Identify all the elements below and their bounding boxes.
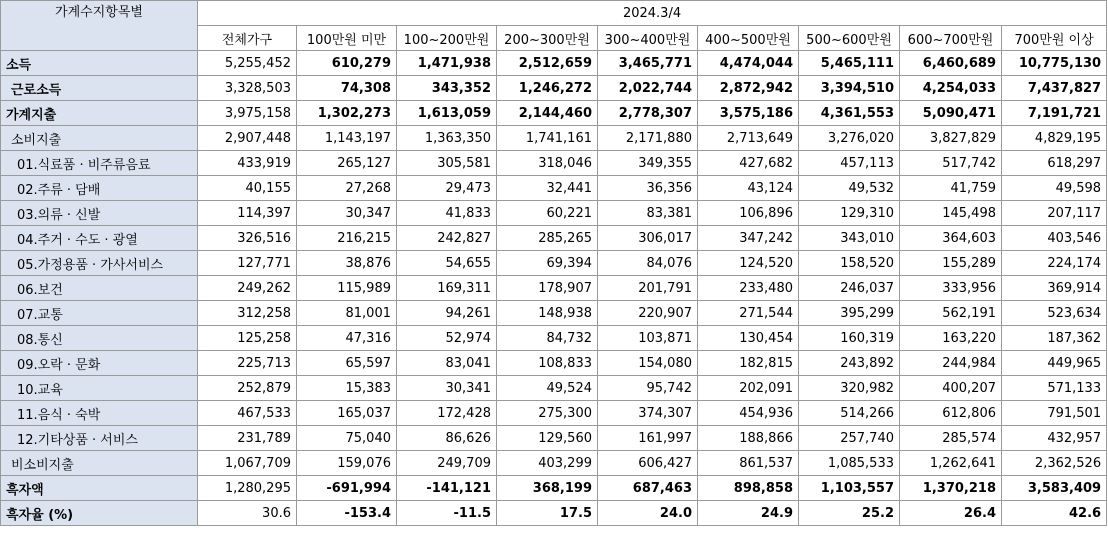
table-cell: 95,742 xyxy=(598,376,698,401)
table-cell: 242,827 xyxy=(397,226,497,251)
table-cell: 403,546 xyxy=(1002,226,1107,251)
table-cell: 115,989 xyxy=(297,276,397,301)
table-cell: 165,037 xyxy=(297,401,397,426)
table-cell: 2,778,307 xyxy=(598,101,698,126)
table-cell: 54,655 xyxy=(397,251,497,276)
table-cell: 898,858 xyxy=(698,476,799,501)
table-cell: 349,355 xyxy=(598,151,698,176)
table-row xyxy=(1,301,1107,326)
column-header: 600~700만원 xyxy=(900,26,1002,51)
table-cell: 333,956 xyxy=(900,276,1002,301)
table-cell: 610,279 xyxy=(297,51,397,76)
table-cell: 257,740 xyxy=(799,426,900,451)
table-cell: 433,919 xyxy=(198,151,297,176)
table-cell: 2,512,659 xyxy=(497,51,598,76)
table-row xyxy=(1,401,1107,426)
table-cell: 5,255,452 xyxy=(198,51,297,76)
table-cell: 225,713 xyxy=(198,351,297,376)
table-cell: 861,537 xyxy=(698,451,799,476)
table-cell: 124,520 xyxy=(698,251,799,276)
table-cell: 374,307 xyxy=(598,401,698,426)
table-cell: 40,155 xyxy=(198,176,297,201)
row-label: 흑자액 xyxy=(1,476,198,501)
table-cell: 687,463 xyxy=(598,476,698,501)
table-cell: 202,091 xyxy=(698,376,799,401)
table-cell: 169,311 xyxy=(397,276,497,301)
table-cell: 69,394 xyxy=(497,251,598,276)
table-cell: 30,347 xyxy=(297,201,397,226)
row-label: 07.교통 xyxy=(1,301,198,326)
table-cell: 517,742 xyxy=(900,151,1002,176)
table-cell: 7,191,721 xyxy=(1002,101,1107,126)
table-cell: 7,437,827 xyxy=(1002,76,1107,101)
table-cell: 201,791 xyxy=(598,276,698,301)
table-cell: 81,001 xyxy=(297,301,397,326)
table-cell: 65,597 xyxy=(297,351,397,376)
table-cell: 86,626 xyxy=(397,426,497,451)
table-cell: 2,144,460 xyxy=(497,101,598,126)
row-label: 08.통신 xyxy=(1,326,198,351)
table-cell: 1,103,557 xyxy=(799,476,900,501)
column-header: 100~200만원 xyxy=(397,26,497,51)
table-cell: 4,474,044 xyxy=(698,51,799,76)
table-cell: 400,207 xyxy=(900,376,1002,401)
table-cell: 145,498 xyxy=(900,201,1002,226)
table-cell: 3,975,158 xyxy=(198,101,297,126)
table-cell: 130,454 xyxy=(698,326,799,351)
table-cell: 285,265 xyxy=(497,226,598,251)
table-cell: 3,583,409 xyxy=(1002,476,1107,501)
row-label: 05.가정용품 · 가사서비스 xyxy=(1,251,198,276)
table-row xyxy=(1,451,1107,476)
table-cell: 364,603 xyxy=(900,226,1002,251)
table-cell: -141,121 xyxy=(397,476,497,501)
table-cell: 347,242 xyxy=(698,226,799,251)
table-cell: -153.4 xyxy=(297,501,397,526)
table-cell: 1,302,273 xyxy=(297,101,397,126)
table-cell: 84,076 xyxy=(598,251,698,276)
table-cell: 318,046 xyxy=(497,151,598,176)
table-cell: 343,010 xyxy=(799,226,900,251)
table-cell: 1,262,641 xyxy=(900,451,1002,476)
table-cell: 207,117 xyxy=(1002,201,1107,226)
table-cell: 457,113 xyxy=(799,151,900,176)
table-cell: 74,308 xyxy=(297,76,397,101)
table-cell: 159,076 xyxy=(297,451,397,476)
table-row xyxy=(1,501,1107,526)
table-cell: 129,560 xyxy=(497,426,598,451)
table-row xyxy=(1,76,1107,101)
table-cell: 161,997 xyxy=(598,426,698,451)
table-cell: 791,501 xyxy=(1002,401,1107,426)
table-cell: 27,268 xyxy=(297,176,397,201)
table-cell: 1,370,218 xyxy=(900,476,1002,501)
table-cell: 326,516 xyxy=(198,226,297,251)
table-cell: 24.0 xyxy=(598,501,698,526)
table-cell: 106,896 xyxy=(698,201,799,226)
table-cell: 432,957 xyxy=(1002,426,1107,451)
table-cell: 1,471,938 xyxy=(397,51,497,76)
table-cell: 233,480 xyxy=(698,276,799,301)
table-row xyxy=(1,126,1107,151)
table-cell: 271,544 xyxy=(698,301,799,326)
row-label: 06.보건 xyxy=(1,276,198,301)
table-row xyxy=(1,276,1107,301)
table-cell: 523,634 xyxy=(1002,301,1107,326)
table-cell: 29,473 xyxy=(397,176,497,201)
table-cell: 312,258 xyxy=(198,301,297,326)
table-cell: 43,124 xyxy=(698,176,799,201)
table-cell: 17.5 xyxy=(497,501,598,526)
corner-header: 가계수지항목별 xyxy=(1,1,198,51)
table-cell: 1,085,533 xyxy=(799,451,900,476)
table-cell: 182,815 xyxy=(698,351,799,376)
table-cell: 3,328,503 xyxy=(198,76,297,101)
table-cell: 25.2 xyxy=(799,501,900,526)
table-cell: 606,427 xyxy=(598,451,698,476)
column-header: 200~300만원 xyxy=(497,26,598,51)
row-label: 가계지출 xyxy=(1,101,198,126)
table-cell: 2,022,744 xyxy=(598,76,698,101)
header-row-period xyxy=(1,1,1107,26)
row-label: 04.주거 · 수도 · 광열 xyxy=(1,226,198,251)
table-cell: 1,613,059 xyxy=(397,101,497,126)
table-row xyxy=(1,376,1107,401)
table-cell: 1,741,161 xyxy=(497,126,598,151)
table-cell: 562,191 xyxy=(900,301,1002,326)
table-cell: 148,938 xyxy=(497,301,598,326)
table-cell: -11.5 xyxy=(397,501,497,526)
row-label: 02.주류 · 담배 xyxy=(1,176,198,201)
table-cell: 49,598 xyxy=(1002,176,1107,201)
table-row xyxy=(1,326,1107,351)
row-label: 근로소득 xyxy=(1,76,198,101)
table-cell: 231,789 xyxy=(198,426,297,451)
table-cell: 3,465,771 xyxy=(598,51,698,76)
table-cell: 244,984 xyxy=(900,351,1002,376)
table-cell: 84,732 xyxy=(497,326,598,351)
table-cell: 60,221 xyxy=(497,201,598,226)
table-cell: 188,866 xyxy=(698,426,799,451)
table-row xyxy=(1,351,1107,376)
table-cell: 114,397 xyxy=(198,201,297,226)
table-cell: 75,040 xyxy=(297,426,397,451)
row-label: 01.식료품 · 비주류음료 xyxy=(1,151,198,176)
table-cell: 249,262 xyxy=(198,276,297,301)
period-header: 2024.3/4 xyxy=(198,1,1107,26)
table-cell: 220,907 xyxy=(598,301,698,326)
table-cell: 343,352 xyxy=(397,76,497,101)
table-cell: 3,827,829 xyxy=(900,126,1002,151)
table-cell: 305,581 xyxy=(397,151,497,176)
table-cell: 249,709 xyxy=(397,451,497,476)
table-cell: 3,575,186 xyxy=(698,101,799,126)
table-cell: 243,892 xyxy=(799,351,900,376)
column-header: 700만원 이상 xyxy=(1002,26,1107,51)
table-cell: 265,127 xyxy=(297,151,397,176)
table-cell: 449,965 xyxy=(1002,351,1107,376)
table-cell: 41,759 xyxy=(900,176,1002,201)
table-cell: 15,383 xyxy=(297,376,397,401)
table-cell: 3,276,020 xyxy=(799,126,900,151)
table-cell: 127,771 xyxy=(198,251,297,276)
table-cell: 155,289 xyxy=(900,251,1002,276)
table-row xyxy=(1,151,1107,176)
table-cell: 30,341 xyxy=(397,376,497,401)
table-cell: 42.6 xyxy=(1002,501,1107,526)
column-header: 300~400만원 xyxy=(598,26,698,51)
column-header: 100만원 미만 xyxy=(297,26,397,51)
table-cell: 224,174 xyxy=(1002,251,1107,276)
table-cell: 368,199 xyxy=(497,476,598,501)
table-cell: 83,041 xyxy=(397,351,497,376)
table-cell: 49,524 xyxy=(497,376,598,401)
table-cell: 5,465,111 xyxy=(799,51,900,76)
table-cell: 216,215 xyxy=(297,226,397,251)
table-cell: 187,362 xyxy=(1002,326,1107,351)
table-cell: 618,297 xyxy=(1002,151,1107,176)
table-cell: 83,381 xyxy=(598,201,698,226)
table-row xyxy=(1,101,1107,126)
table-cell: 467,533 xyxy=(198,401,297,426)
row-label: 소득 xyxy=(1,51,198,76)
table-cell: 163,220 xyxy=(900,326,1002,351)
table-cell: 571,133 xyxy=(1002,376,1107,401)
table-cell: 369,914 xyxy=(1002,276,1107,301)
table-cell: -691,994 xyxy=(297,476,397,501)
table-cell: 158,520 xyxy=(799,251,900,276)
table-cell: 2,362,526 xyxy=(1002,451,1107,476)
row-label: 09.오락 · 문화 xyxy=(1,351,198,376)
table-cell: 1,246,272 xyxy=(497,76,598,101)
table-cell: 154,080 xyxy=(598,351,698,376)
table-cell: 26.4 xyxy=(900,501,1002,526)
table-cell: 178,907 xyxy=(497,276,598,301)
table-row xyxy=(1,426,1107,451)
table-cell: 1,143,197 xyxy=(297,126,397,151)
table-cell: 4,361,553 xyxy=(799,101,900,126)
table-row xyxy=(1,51,1107,76)
table-cell: 2,872,942 xyxy=(698,76,799,101)
table-cell: 246,037 xyxy=(799,276,900,301)
row-label: 11.음식 · 숙박 xyxy=(1,401,198,426)
table-body xyxy=(1,51,1107,526)
table-cell: 3,394,510 xyxy=(799,76,900,101)
row-label: 비소비지출 xyxy=(1,451,198,476)
table-cell: 514,266 xyxy=(799,401,900,426)
table-cell: 612,806 xyxy=(900,401,1002,426)
row-label: 10.교육 xyxy=(1,376,198,401)
table-cell: 275,300 xyxy=(497,401,598,426)
table-row xyxy=(1,201,1107,226)
table-cell: 306,017 xyxy=(598,226,698,251)
table-cell: 41,833 xyxy=(397,201,497,226)
table-cell: 427,682 xyxy=(698,151,799,176)
table-cell: 6,460,689 xyxy=(900,51,1002,76)
table-cell: 94,261 xyxy=(397,301,497,326)
table-cell: 395,299 xyxy=(799,301,900,326)
table-cell: 47,316 xyxy=(297,326,397,351)
table-cell: 103,871 xyxy=(598,326,698,351)
table-cell: 10,775,130 xyxy=(1002,51,1107,76)
table-cell: 454,936 xyxy=(698,401,799,426)
table-cell: 285,574 xyxy=(900,426,1002,451)
table-cell: 160,319 xyxy=(799,326,900,351)
table-cell: 125,258 xyxy=(198,326,297,351)
table-cell: 4,829,195 xyxy=(1002,126,1107,151)
table-cell: 24.9 xyxy=(698,501,799,526)
table-cell: 2,713,649 xyxy=(698,126,799,151)
table-cell: 2,171,880 xyxy=(598,126,698,151)
table-cell: 2,907,448 xyxy=(198,126,297,151)
table-cell: 32,441 xyxy=(497,176,598,201)
row-label: 12.기타상품 · 서비스 xyxy=(1,426,198,451)
row-label: 소비지출 xyxy=(1,126,198,151)
table-cell: 1,280,295 xyxy=(198,476,297,501)
row-label: 03.의류 · 신발 xyxy=(1,201,198,226)
table-cell: 108,833 xyxy=(497,351,598,376)
table-cell: 38,876 xyxy=(297,251,397,276)
table-cell: 4,254,033 xyxy=(900,76,1002,101)
table-row xyxy=(1,476,1107,501)
table-cell: 320,982 xyxy=(799,376,900,401)
table-row xyxy=(1,226,1107,251)
table-row xyxy=(1,176,1107,201)
column-header: 500~600만원 xyxy=(799,26,900,51)
column-header: 전체가구 xyxy=(198,26,297,51)
table-cell: 172,428 xyxy=(397,401,497,426)
table-cell: 403,299 xyxy=(497,451,598,476)
table-row xyxy=(1,251,1107,276)
table-cell: 1,363,350 xyxy=(397,126,497,151)
table-cell: 49,532 xyxy=(799,176,900,201)
table-cell: 129,310 xyxy=(799,201,900,226)
table-cell: 30.6 xyxy=(198,501,297,526)
column-header: 400~500만원 xyxy=(698,26,799,51)
table-cell: 36,356 xyxy=(598,176,698,201)
table-cell: 252,879 xyxy=(198,376,297,401)
row-label: 흑자율 (%) xyxy=(1,501,198,526)
table-cell: 52,974 xyxy=(397,326,497,351)
table-cell: 1,067,709 xyxy=(198,451,297,476)
table-cell: 5,090,471 xyxy=(900,101,1002,126)
